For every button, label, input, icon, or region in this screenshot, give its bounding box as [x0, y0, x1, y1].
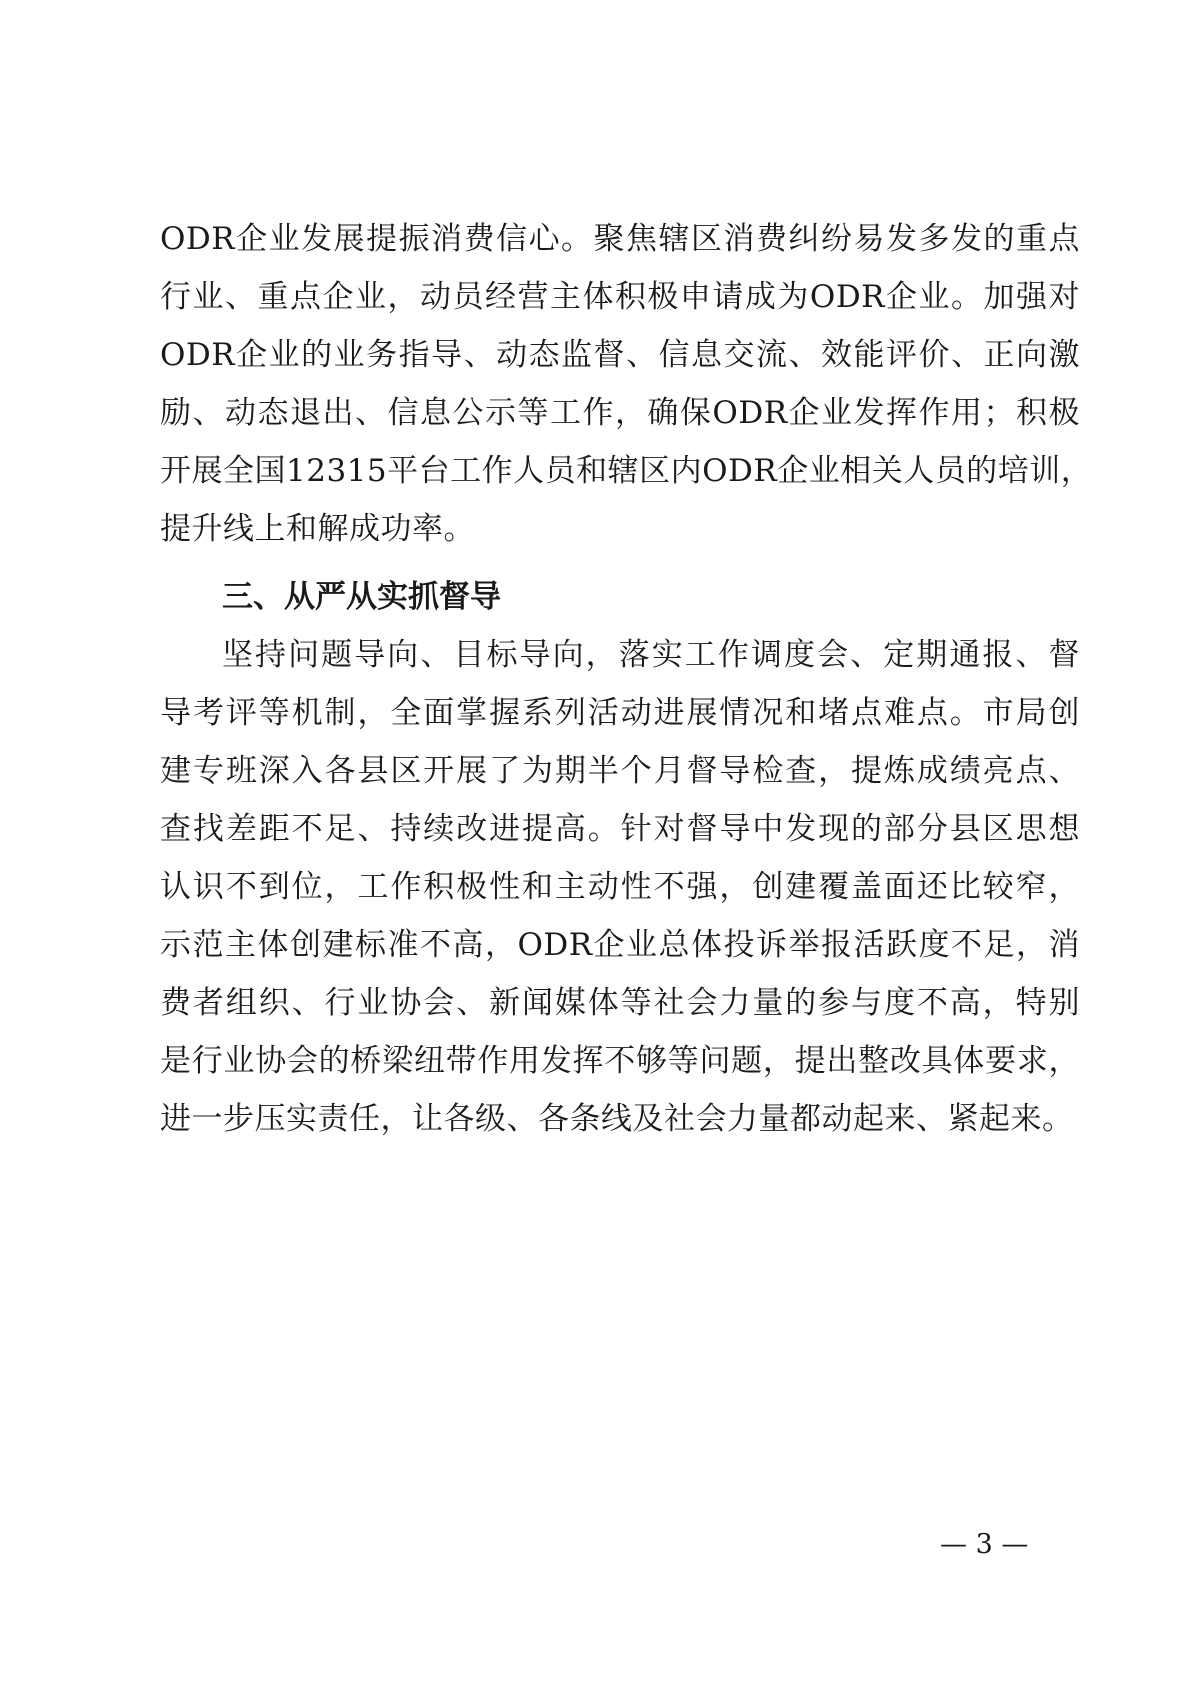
- paragraph-line: 进一步压实责任，让各级、各条线及社会力量都动起来、紧起来。: [160, 1101, 1074, 1137]
- paragraph-line: 费者组织、行业协会、新闻媒体等社会力量的参与度不高，特别: [160, 985, 1080, 1021]
- paragraph-line: 开展全国12315平台工作人员和辖区内ODR企业相关人员的培训，: [160, 453, 1093, 489]
- paragraph-line: ODR企业发展提振消费信心。聚焦辖区消费纠纷易发多发的重点: [160, 221, 1080, 257]
- paragraph-line: 认识不到位，工作积极性和主动性不强，创建覆盖面还比较窄，: [160, 869, 1080, 905]
- paragraph-line: 坚持问题导向、目标导向，落实工作调度会、定期通报、督: [222, 637, 1080, 673]
- paragraph-line: 行业、重点企业，动员经营主体积极申请成为ODR企业。加强对: [160, 279, 1080, 315]
- paragraph-line: 提升线上和解成功率。: [160, 511, 475, 547]
- paragraph-line: ODR企业的业务指导、动态监督、信息交流、效能评价、正向激: [160, 337, 1080, 373]
- paragraph-line: 建专班深入各县区开展了为期半个月督导检查，提炼成绩亮点、: [160, 753, 1080, 789]
- section-three: [160, 568, 1080, 1148]
- paragraph-continued: [160, 210, 1093, 558]
- section-heading: 三、从严从实抓督导: [222, 579, 501, 615]
- paragraph-line: 导考评等机制，全面掌握系列活动进展情况和堵点难点。市局创: [160, 695, 1080, 731]
- paragraph-line: 是行业协会的桥梁纽带作用发挥不够等问题，提出整改具体要求，: [160, 1043, 1080, 1079]
- page-number: — 3 —: [940, 1529, 1029, 1560]
- paragraph-line: 示范主体创建标准不高，ODR企业总体投诉举报活跃度不足，消: [160, 927, 1080, 963]
- paragraph-line: 查找差距不足、持续改进提高。针对督导中发现的部分县区思想: [160, 811, 1080, 847]
- paragraph-line: 励、动态退出、信息公示等工作，确保ODR企业发挥作用；积极: [160, 395, 1080, 431]
